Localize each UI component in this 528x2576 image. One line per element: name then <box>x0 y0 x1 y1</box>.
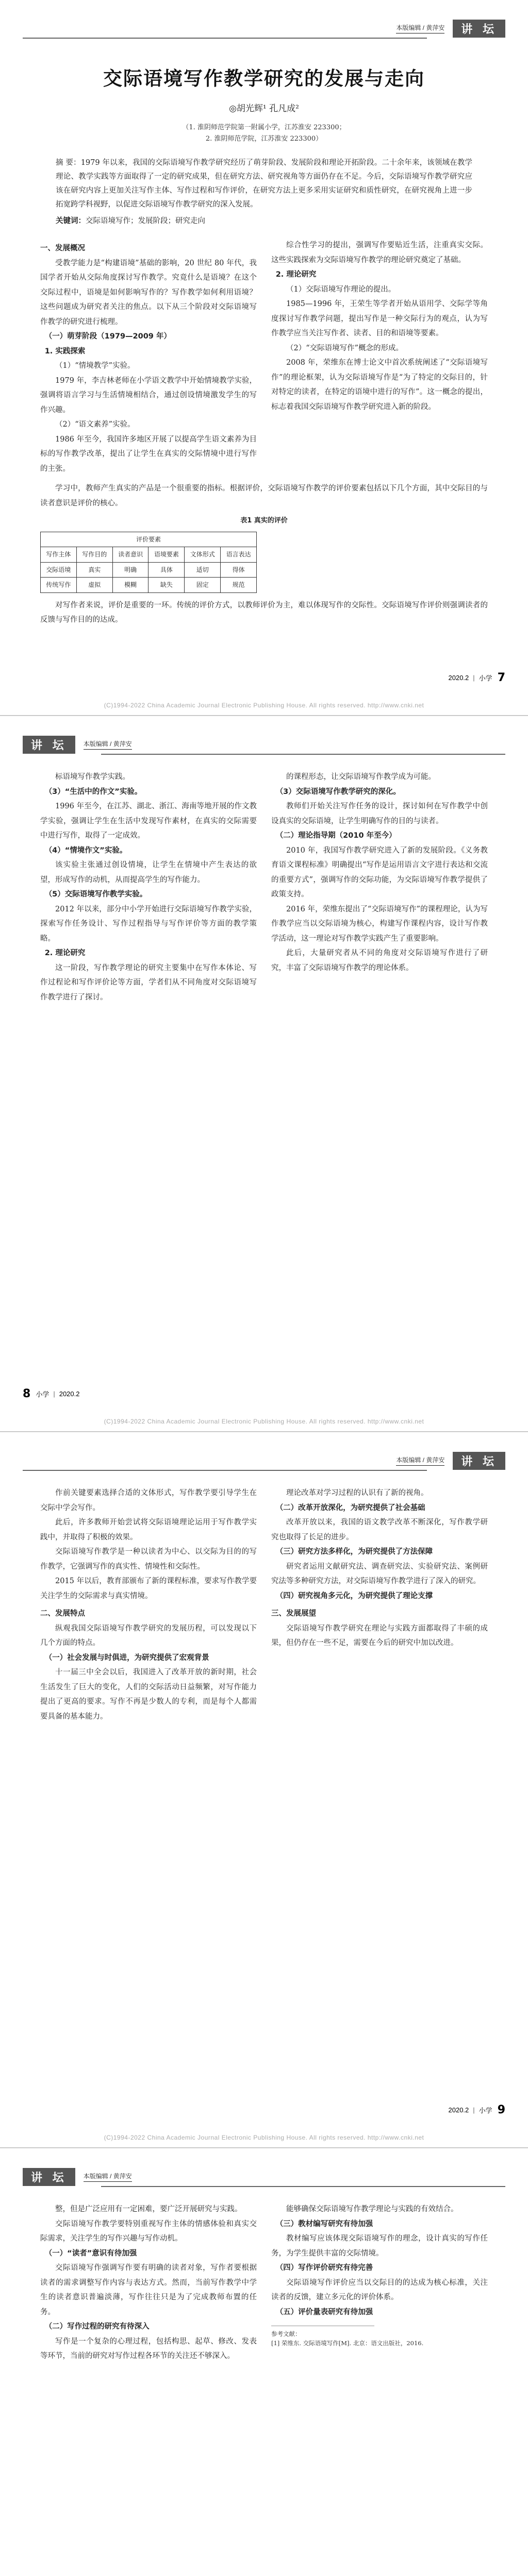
page-3 <box>0 1432 528 2148</box>
subsection-heading: （二）改革开放深化，为研究提供了社会基础 <box>275 1503 425 1512</box>
full-width-block <box>40 481 488 628</box>
subsection-heading: （一）社会发展与时俱进，为研究提供了宏观背景 <box>44 1653 209 1662</box>
paragraph: 1996 年至今，在江苏、湖北、浙江、海南等地开展的作文教学实验，强调让学生在生活中发现写作素材，在真实的交际需要中进行写作，取得了一定成效。 <box>40 802 257 840</box>
subsection-heading: 2. 理论研究 <box>44 949 86 957</box>
paragraph: （1）“情境教学”实验。 <box>55 362 135 370</box>
table-cell: 模糊 <box>112 578 148 593</box>
paragraph: 1986 年至今，我国许多地区开展了以提高学生语文素养为目标的写作教学改革，提出了让学生在真实的交际情境中进行写作的主张。 <box>40 435 257 473</box>
subsection-heading: （二）写作过程的研究有待深入 <box>44 2323 150 2331</box>
paragraph: 交际语境写作教学研究在理论与实践方面都取得了丰硕的成果，但仍存在一些不足，需要在今后的研究中加以改进。 <box>271 1624 488 1647</box>
footer-journal: 小学 <box>36 1391 50 1398</box>
subsection-heading: （一）“读者”意识有待加强 <box>44 2249 137 2258</box>
column-right <box>271 1486 488 1724</box>
column-left <box>40 238 257 476</box>
paragraph: 2015 年以后，教育部颁布了新的课程标准，要求写作教学要关注学生的交际需求与真实情境。 <box>40 1577 257 1600</box>
table-row <box>41 532 257 547</box>
column-tag: 讲 坛 <box>453 1452 505 1470</box>
article-authors: ◎胡光辉¹ 孔凡成² <box>229 104 299 114</box>
table-title: 表1 真实的评价 <box>240 517 288 524</box>
footer-separator: | <box>53 1390 55 1398</box>
footer-journal: 小学 <box>478 674 492 682</box>
footer-issue: 2020.2 <box>59 1390 80 1398</box>
references-label: 参考文献： <box>271 2330 301 2337</box>
table-header-cell: 语言表达 <box>221 547 257 563</box>
header-rule <box>101 754 505 755</box>
table-cell: 规范 <box>221 578 257 593</box>
copyright-notice: (C)1994-2022 China Academic Journal Electronic Publishing House. All rights reserved. http://www.cnki.net <box>104 1418 424 1425</box>
article-title: 交际语境写作教学研究的发展与走向 <box>103 67 425 90</box>
page-2 <box>0 716 528 1432</box>
body-columns <box>40 770 488 1005</box>
table-header-cell: 写作主体 <box>41 547 77 563</box>
paragraph: 改革开放以来，我国的语文教学改革不断深化，写作教学研究也取得了长足的进步。 <box>271 1518 488 1541</box>
page-header <box>396 20 505 37</box>
header-meta: 本版编辑 / 黄萍安 <box>84 2172 132 2182</box>
page-header <box>396 1452 505 1469</box>
paragraph: 该实验主张通过创设情境，让学生在情境中产生表达的欲望，形成写作的动机，从而提高学生的写作能力。 <box>40 861 257 884</box>
paragraph: 2016 年，荣维东提出了“交际语境写作”的课程理论，认为写作教学应当以交际语境为核心，构建写作课程内容，设计写作教学活动，这一理论对写作教学实践产生了重要影响。 <box>271 905 488 943</box>
footer-issue: 2020.2 <box>448 674 469 682</box>
paragraph: 这一阶段，写作教学理论的研究主要集中在写作本体论、写作过程论和写作评价论等方面，学者们从不同角度对交际语境写作教学进行了探讨。 <box>40 963 257 1002</box>
paragraph: 整，但是广泛应用有一定困难，要广泛开展研究与实践。 <box>55 2205 242 2213</box>
paragraph: 综合性学习的提出，强调写作要贴近生活，注重真实交际。这些实践探索为交际语境写作教学的理论研究奠定了基础。 <box>271 241 488 264</box>
column-left <box>40 770 257 1005</box>
paragraph: 理论改革对学习过程的认识有了新的视角。 <box>286 1489 428 1497</box>
paragraph: 1985—1996 年，王荣生等学者开始从语用学、交际学等角度探讨写作教学问题，提出写作是一种交际行为的观点，认为写作教学应当关注写作者、读者、目的和语境等要素。 <box>271 300 488 337</box>
column-tag: 讲 坛 <box>23 2168 75 2186</box>
page-footer <box>449 2104 505 2116</box>
subsection-heading: （4）“情境作文”实验。 <box>44 846 127 855</box>
footer-separator: | <box>473 674 475 682</box>
subsection-heading: （二）理论指导期（2010 年至今） <box>275 832 397 840</box>
table-cell: 明确 <box>112 562 148 578</box>
header-meta: 本版编辑 / 黄萍安 <box>396 23 444 33</box>
affiliation-line: （1. 淮阴师范学院第一附属小学，江苏淮安 223300； <box>182 124 346 131</box>
table-cell: 交际语境 <box>41 562 77 578</box>
copyright-notice: (C)1994-2022 China Academic Journal Electronic Publishing House. All rights reserved. http://www.cnki.net <box>104 2134 424 2141</box>
section-heading: 二、发展特点 <box>40 1609 85 1618</box>
paragraph: （2）“交际语境写作”概念的形成。 <box>286 344 404 352</box>
paragraph: 学习中，教师产生真实的产品是一个很重要的指标。根据评价，交际语境写作教学的评价要素包括以下几个方面，其中交际目的与读者意识是评价的核心。 <box>40 484 488 507</box>
article-affiliations <box>40 122 488 145</box>
paragraph: 此后，许多教师开始尝试将交际语境理论运用于写作教学实践中，并取得了积极的效果。 <box>40 1518 257 1541</box>
paragraph: 1979 年，李吉林老师在小学语文教学中开始情境教学实验，强调将语言学习与生活情境相结合，通过创设情境激发学生的写作兴趣。 <box>40 376 257 414</box>
column-right <box>271 770 488 1005</box>
paragraph: 2010 年，我国写作教学研究进入了新的发展阶段。《义务教育语文课程标准》明确提出“写作是运用语言文字进行表达和交流的重要方式”，强调写作的交际功能，为交际语境写作教学提供了政策支持。 <box>271 846 488 899</box>
footer-issue: 2020.2 <box>448 2106 469 2114</box>
page-footer <box>449 671 505 684</box>
paragraph: 交际语境写作教学要特别重视写作主体的情感体验和真实交际需求，关注学生的写作兴趣与写作动机。 <box>40 2219 257 2243</box>
keywords-text: 交际语境写作；发展阶段；研究走向 <box>86 217 205 225</box>
table-cell: 得体 <box>221 562 257 578</box>
paragraph: 交际语境写作评价应当以交际目的的达成为核心标准，关注读者的反馈，建立多元化的评价体系。 <box>271 2278 488 2301</box>
table-row <box>41 562 257 578</box>
table-header-cell: 语境要素 <box>148 547 185 563</box>
subsection-heading: （三）研究方法多样化，为研究提供了方法保障 <box>275 1548 433 1556</box>
paragraph: （2）“语文素养”实验。 <box>55 420 135 429</box>
page-number: 7 <box>497 671 505 684</box>
header-meta: 本版编辑 / 黄萍安 <box>396 1455 444 1466</box>
body-columns <box>40 1486 488 1724</box>
table-cell: 虚拟 <box>76 578 112 593</box>
column-right <box>271 238 488 476</box>
paragraph: 能够确保交际语境写作教学理论与实践的有效结合。 <box>286 2205 458 2213</box>
header-meta: 本版编辑 / 黄萍安 <box>84 739 132 750</box>
article-keywords <box>56 215 472 226</box>
paragraph: 标语境写作教学实践。 <box>55 773 130 781</box>
footer-journal: 小学 <box>478 2107 492 2114</box>
body-columns <box>40 238 488 476</box>
paragraph: 对写作者来说，评价是重要的一环。传统的评价方式，以教师评价为主，难以体现写作的交际性。交际语境写作评价则强调读者的反馈与写作目的的达成。 <box>40 601 488 624</box>
subsection-heading: （四）研究视角多元化，为研究提供了理论支撑 <box>275 1591 433 1600</box>
table-cell: 固定 <box>185 578 221 593</box>
paragraph: 交际语境写作教学是一种以读者为中心、以交际为目的的写作教学，它强调写作的真实性、情境性和交际性。 <box>40 1548 257 1571</box>
paragraph: 作前关键要素选择合适的文体形式，写作教学要引导学生在交际中学会写作。 <box>40 1489 257 1512</box>
reference-item: [1] 荣维东. 交际语境写作[M]. 北京：语文出版社，2016. <box>271 2340 424 2347</box>
paragraph: 此后，大量研究者从不同的角度对交际语境写作进行了研究，丰富了交际语境写作教学的理论体系。 <box>271 949 488 972</box>
header-rule <box>23 38 427 39</box>
column-left <box>40 2202 257 2364</box>
table-cell: 具体 <box>148 562 185 578</box>
column-left <box>40 1486 257 1724</box>
column-tag: 讲 坛 <box>453 20 505 38</box>
evaluation-table <box>40 532 257 593</box>
table-cell: 真实 <box>76 562 112 578</box>
paragraph: （1）交际语境写作理论的提出。 <box>286 285 396 294</box>
paragraph: 十一届三中全会以后，我国进入了改革开放的新时期，社会生活发生了巨大的变化，人们的交际活动日益频繁，对写作能力提出了更高的要求。写作不再是少数人的专利，而是每个人都需要具备的基本能力。 <box>40 1668 257 1721</box>
page-1 <box>0 0 528 716</box>
table-cell: 传统写作 <box>41 578 77 593</box>
paragraph: 受教学能力是“构建语境”基础的影响，20 世纪 80 年代，我国学者开始从交际角度探讨写作教学。究竟什么是语境？在这个交际过程中，语境是如何影响写作的？写作教学如何利用语境？这些问题成为研究者关注的焦点。以下从三个阶段对交际语境写作教学的研究进行梳理。 <box>40 259 257 326</box>
page-number: 8 <box>23 1387 31 1400</box>
subsection-heading: （一）萌芽阶段（1979—2009 年） <box>44 332 171 341</box>
subsection-heading: （5）交际语境写作教学实验。 <box>44 890 147 899</box>
table-row <box>41 578 257 593</box>
section-heading: 三、发展展望 <box>271 1609 316 1618</box>
affiliation-line: 2. 淮阴师范学院，江苏淮安 223300） <box>205 135 323 143</box>
paragraph: 教师们开始关注写作任务的设计，探讨如何在写作教学中创设真实的交际语境，让学生明确写作的目的与读者。 <box>271 802 488 825</box>
subsection-heading: （3）交际语境写作教学研究的深化。 <box>275 787 401 796</box>
body-columns <box>40 2202 488 2364</box>
paragraph: 交际语境写作强调写作要有明确的读者对象，写作者要根据读者的需求调整写作内容与表达方式。然而，当前写作教学中学生的读者意识普遍淡薄，写作往往只是为了完成教师布置的任务。 <box>40 2264 257 2316</box>
paragraph: 2012 年以来，部分中小学开始进行交际语境写作教学实验，探索写作任务设计、写作过程指导与写作评价等方面的教学策略。 <box>40 905 257 943</box>
subsection-heading: （三）教材编写研究有待加强 <box>275 2219 373 2228</box>
column-right <box>271 2202 488 2364</box>
table-header-cell: 读者意识 <box>112 547 148 563</box>
page-header <box>23 2168 132 2185</box>
page-header <box>23 736 132 753</box>
header-rule <box>23 1470 427 1471</box>
subsection-heading: （3）“生活中的作文”实验。 <box>44 787 142 796</box>
header-rule <box>101 2186 505 2187</box>
subsection-heading: 1. 实践探索 <box>44 347 86 355</box>
subsection-heading: （五）评价量表研究有待加强 <box>275 2308 373 2316</box>
paragraph: 纵观我国交际语境写作教学研究的发展历程，可以发现以下几个方面的特点。 <box>40 1624 257 1647</box>
keywords-label: 关键词： <box>56 217 86 225</box>
paragraph: 2008 年，荣维东在博士论文中首次系统阐述了“交际语境写作”的理论框架，认为交际语境写作是“为了特定的交际目的，针对特定的读者，在特定的语境中进行的写作”。这一概念的提出，标志着我国交际语境写作教学研究进入新的阶段。 <box>271 359 488 411</box>
table-cell: 适切 <box>185 562 221 578</box>
table-cell: 缺失 <box>148 578 185 593</box>
page-number: 9 <box>497 2104 505 2116</box>
paragraph: 的课程形态，让交际语境写作教学成为可能。 <box>286 773 436 781</box>
table-header-cell: 写作目的 <box>76 547 112 563</box>
table-row <box>41 547 257 563</box>
paragraph: 教材编写应该体现交际语境写作的理念，设计真实的写作任务，为学生提供丰富的交际情境。 <box>271 2234 488 2258</box>
table-caption: 评价要素 <box>41 532 257 547</box>
paragraph: 写作是一个复杂的心理过程，包括构思、起草、修改、发表等环节，当前的研究对写作过程各环节的关注还不够深入。 <box>40 2337 257 2360</box>
footer-separator: | <box>473 2106 475 2114</box>
table-header-cell: 文体形式 <box>185 547 221 563</box>
subsection-heading: 2. 理论研究 <box>275 270 317 279</box>
page-footer <box>23 1387 79 1400</box>
subsection-heading: （四）写作评价研究有待完善 <box>275 2264 373 2272</box>
page-4 <box>0 2148 528 2576</box>
section-heading: 一、发展概况 <box>40 244 85 252</box>
article-abstract: 摘 要：1979 年以来，我国的交际语境写作教学研究经历了萌芽阶段、发展阶段和理论开拓阶段。二十余年来，该领域在教学理论、教学实践等方面取得了一定的研究成果，但在研究方法、研究视角等方面仍存在不足。今后，交际语境写作教学研究应该在研究内容上更加关注写作主体、写作过程和写作评价，在研究方法上更多采用实证研究和质性研究，在研究视角上进一步拓宽跨学科视野，以促进交际语境写作教学研究的深入发展。 <box>56 159 472 209</box>
paragraph: 研究者运用文献研究法、调查研究法、实验研究法、案例研究法等多种研究方法，对交际语境写作教学进行了深入的研究。 <box>271 1562 488 1585</box>
copyright-notice: (C)1994-2022 China Academic Journal Electronic Publishing House. All rights reserved. http://www.cnki.net <box>104 702 424 709</box>
column-tag: 讲 坛 <box>23 736 75 754</box>
